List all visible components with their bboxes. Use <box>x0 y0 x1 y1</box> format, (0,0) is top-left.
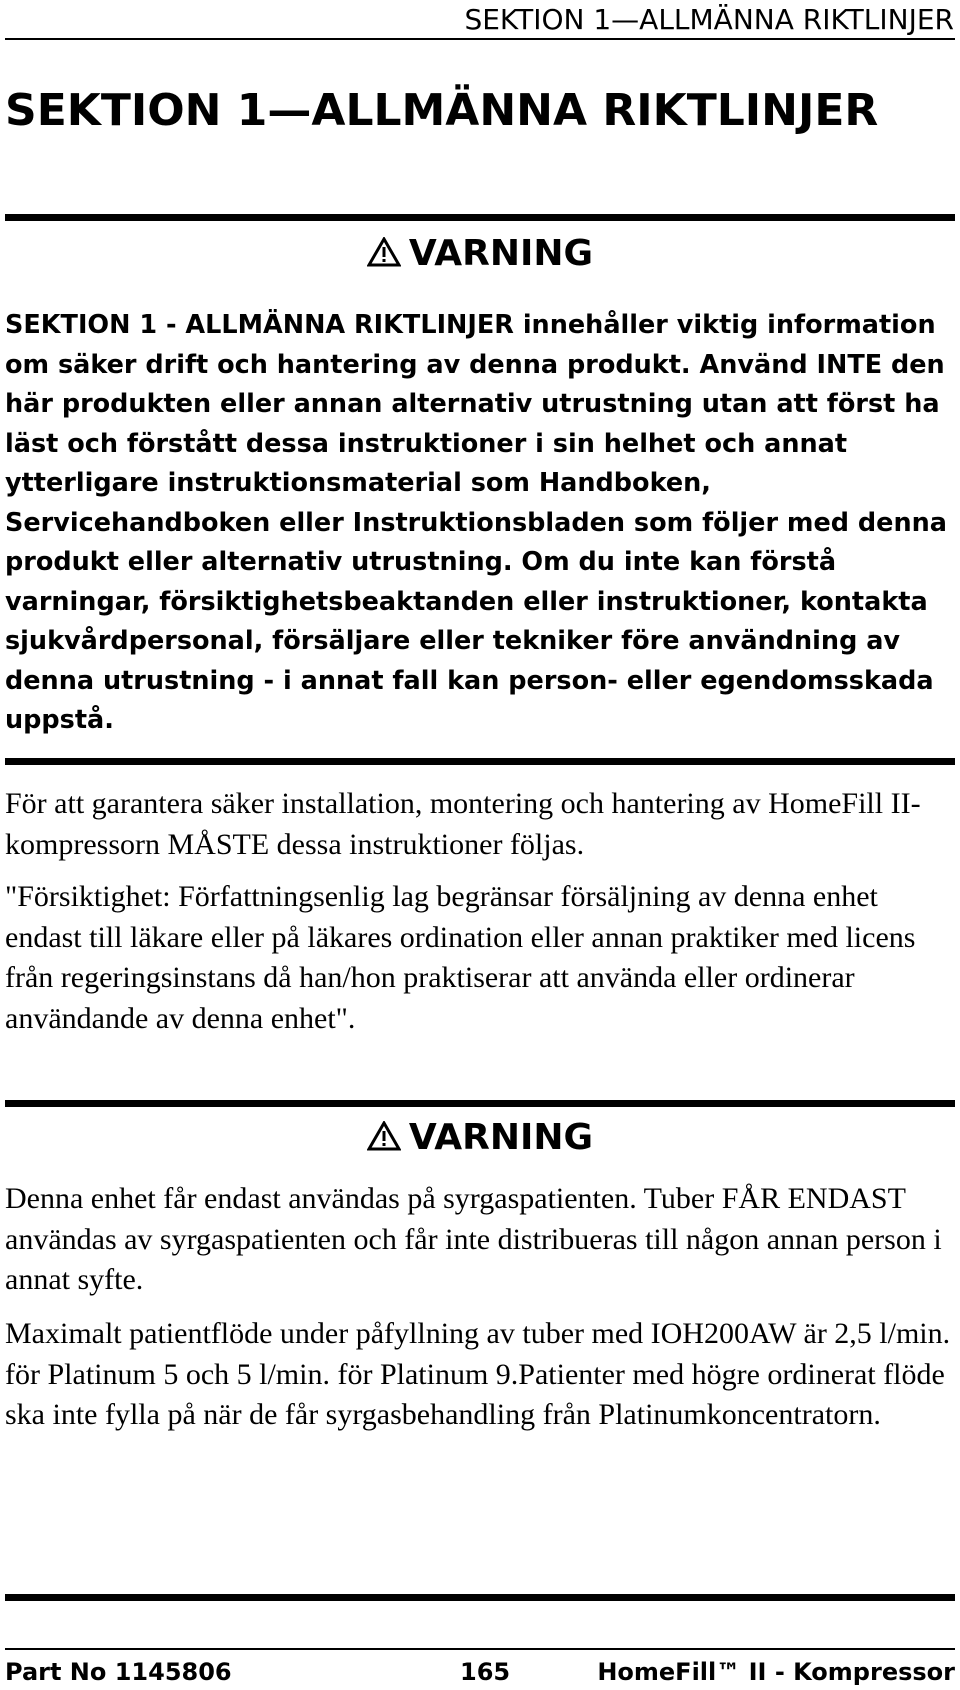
warning-2-divider-top <box>5 1100 955 1107</box>
warning-1-body: SEKTION 1 - ALLMÄNNA RIKTLINJER innehåller viktig information om säker drift och hantering av denna produkt. Använd INTE den här produkten eller annan alternativ utrustning utan att först ha läst och förstått dessa instruktioner i sin helhet och annat ytterligare instruktionsmaterial som Handboken, Servicehandboken eller Instruktionsbladen som följer med denna produkt eller alternativ utrustning. Om du inte kan förstå varningar, försiktighetsbeaktanden eller instruktioner, kontakta sjukvårdpersonal, försäljare eller tekniker före användning av denna utrustning - i annat fall kan person- eller egendomsskada uppstå. <box>5 310 947 735</box>
warning-2-paragraph-1: Denna enhet får endast användas på syrgaspatienten. Tuber FÅR ENDAST användas av syrgaspatienten och får inte distribueras till någon annan person i annat syfte. <box>5 1182 942 1296</box>
section-divider-top <box>5 214 955 221</box>
page-title: SEKTION 1—ALLMÄNNA RIKTLINJER <box>5 85 879 136</box>
footer-part-number: Part No 1145806 <box>5 1658 232 1686</box>
installation-paragraph: För att garantera säker installation, montering och hantering av HomeFill II-kompressorn MÅSTE dessa instruktioner följas. <box>5 787 921 861</box>
footer-rule <box>5 1648 955 1650</box>
warning-2-divider-bottom <box>5 1594 955 1601</box>
warning-2-heading-text: VARNING <box>408 1117 594 1158</box>
running-head: SEKTION 1—ALLMÄNNA RIKTLINJER <box>464 3 954 36</box>
warning-triangle-icon <box>367 237 401 267</box>
warning-1-divider-bottom <box>5 758 955 765</box>
page-footer <box>5 1654 955 1690</box>
footer-product-name: HomeFill™ II - Kompressor <box>597 1658 955 1686</box>
warning-2-heading <box>0 1116 960 1160</box>
warning-1-heading-text: VARNING <box>408 233 594 274</box>
caution-paragraph: "Försiktighet: Författningsenlig lag begränsar försäljning av denna enhet endast till läkare eller på läkares ordination eller annan praktiker med licens från regeringsinstans då han/hon praktiserar att använda eller ordinerar användande av denna enhet". <box>5 880 916 1035</box>
warning-2-paragraph-2: Maximalt patientflöde under påfyllning av tuber med IOH200AW är 2,5 l/min. för Platinum 5 och 5 l/min. för Platinum 9.Patienter med högre ordinerat flöde ska inte fylla på när de får syrgasbehandling från Platinumkoncentratorn. <box>5 1317 951 1431</box>
header-rule <box>5 38 955 40</box>
footer-page-number: 165 <box>460 1658 511 1686</box>
warning-1-heading <box>0 232 960 276</box>
warning-triangle-icon <box>367 1121 401 1151</box>
